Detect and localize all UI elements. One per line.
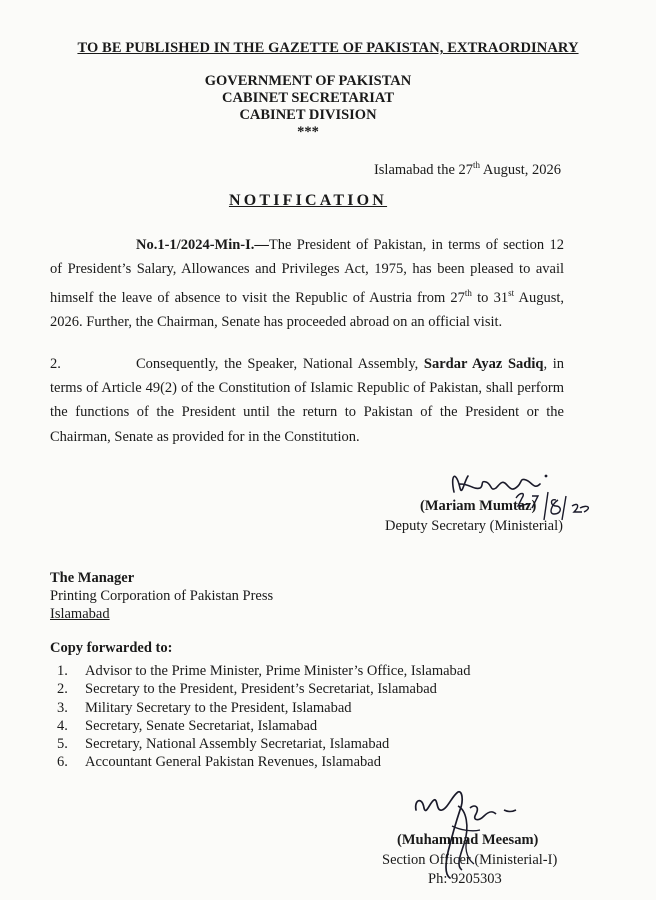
- section-officer-phone: Ph: 9205303: [428, 871, 502, 887]
- signatory-name: (Mariam Mumtaz): [420, 498, 537, 514]
- paragraph-2: 2. Consequently, the Speaker, National Assembly, Sardar Ayaz Sadiq, in terms of Article 49(2) of the Constitution of Islamic Republic of Pakistan, shall perform the functions of the President until the return to Pakistan of the President or the Chairman, Senate as provided for in the Constitution.: [50, 352, 564, 449]
- dateline: Islamabad the 27th August, 2026: [373, 160, 561, 178]
- list-item: 6. Accountant General Pakistan Revenues, Islamabad: [57, 754, 381, 771]
- copy-forwarded-list: [57, 662, 471, 772]
- addressee-organization: Printing Corporation of Pakistan Press: [50, 588, 274, 604]
- gazette-heading: TO BE PUBLISHED IN THE GAZETTE OF PAKISTAN, EXTRAORDINARY: [77, 40, 579, 56]
- notification-title: NOTIFICATION: [228, 192, 388, 209]
- section-officer-name: (Muhammad Meesam): [397, 832, 539, 848]
- list-item: 3. Military Secretary to the President, Islamabad: [57, 699, 352, 716]
- addressee-city: Islamabad: [50, 606, 110, 622]
- paragraph-number: 2.: [50, 356, 61, 372]
- notification-number: No.1-1/2024-Min-I.—: [136, 237, 269, 253]
- list-item: 4. Secretary, Senate Secretariat, Islamabad: [57, 717, 318, 734]
- list-item: 5. Secretary, National Assembly Secretariat, Islamabad: [57, 736, 390, 753]
- speaker-name: Sardar Ayaz Sadiq: [423, 356, 544, 372]
- heading-stars: ***: [297, 124, 319, 140]
- secretariat-heading: CABINET SECRETARIAT: [221, 90, 395, 106]
- list-item: 2. Secretary to the President, President’s Secretariat, Islamabad: [57, 681, 437, 698]
- paragraph-1: No.1-1/2024-Min-I.—The President of Pakistan, in terms of section 12 of President’s Salary, Allowances and Privileges Act, 1975, has been pleased to avail himself the leave of absence to visit the Republic of Austria from 27th to 31st August, 2026. Further, the Chairman, Senate has proceeded abroad on an official visit.: [50, 237, 565, 331]
- signatory-designation: Deputy Secretary (Ministerial): [385, 518, 563, 534]
- section-officer-designation: Section Officer (Ministerial-I): [382, 852, 558, 868]
- list-item: 1. Advisor to the Prime Minister, Prime Minister’s Office, Islamabad: [57, 663, 471, 679]
- government-heading: GOVERNMENT OF PAKISTAN: [204, 73, 412, 89]
- addressee-title: The Manager: [50, 570, 135, 586]
- division-heading: CABINET DIVISION: [239, 107, 377, 123]
- copy-forwarded-heading: Copy forwarded to:: [50, 640, 173, 656]
